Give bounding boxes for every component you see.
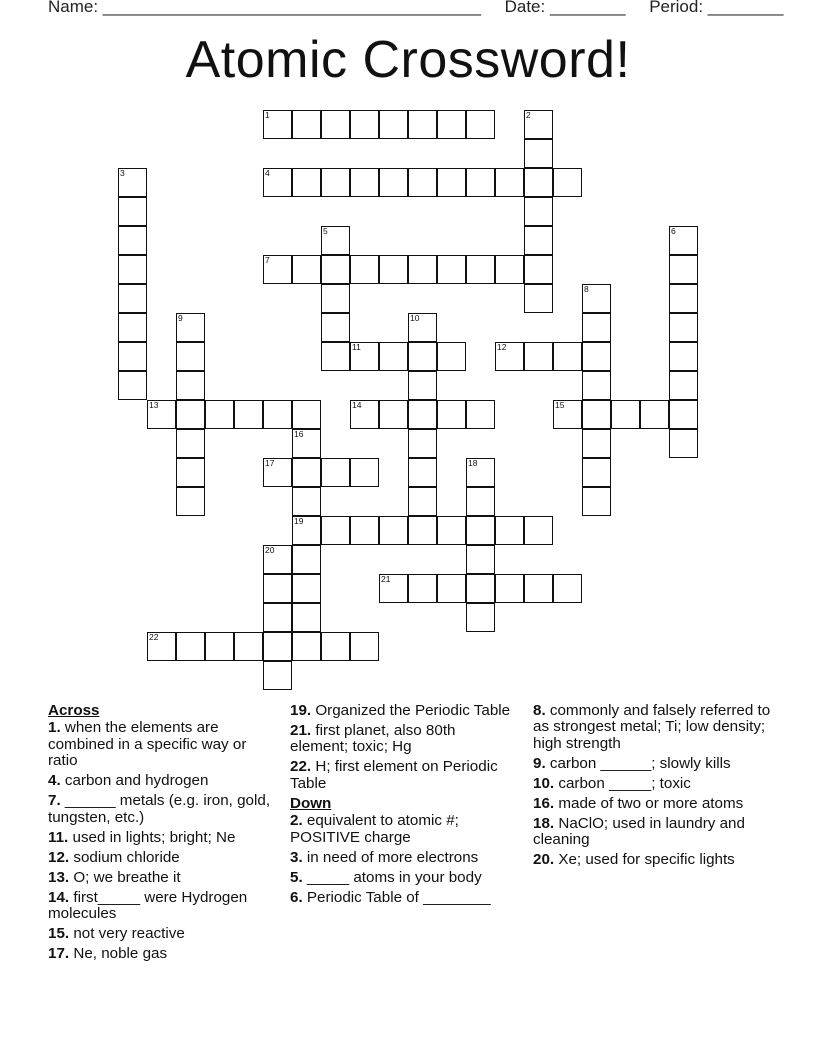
crossword-cell[interactable] <box>321 226 350 255</box>
crossword-cell[interactable] <box>669 342 698 371</box>
crossword-cell[interactable] <box>292 110 321 139</box>
crossword-cell[interactable] <box>553 342 582 371</box>
crossword-cell[interactable] <box>524 168 553 197</box>
clue-number-label: 21 <box>381 574 391 584</box>
crossword-cell[interactable] <box>263 400 292 429</box>
crossword-cell[interactable] <box>118 284 147 313</box>
clue-text: commonly and falsely referred to as strongest metal; Ti; low density; high strength <box>533 702 771 752</box>
crossword-cell[interactable] <box>263 632 292 661</box>
crossword-cell[interactable] <box>176 487 205 516</box>
crossword-cell[interactable] <box>292 574 321 603</box>
crossword-cell[interactable] <box>350 516 379 545</box>
clue-item <box>533 756 773 772</box>
clue-text: first_____ were Hydrogen molecules <box>48 888 248 923</box>
clue-item <box>533 816 773 849</box>
across-clue-list <box>48 720 278 962</box>
crossword-cell[interactable] <box>437 400 466 429</box>
crossword-cell[interactable] <box>582 429 611 458</box>
crossword-cell[interactable] <box>582 342 611 371</box>
clue-item <box>48 830 278 846</box>
crossword-cell[interactable] <box>321 168 350 197</box>
crossword-cell[interactable] <box>321 458 350 487</box>
crossword-cell[interactable] <box>553 400 582 429</box>
crossword-cell[interactable] <box>466 574 495 603</box>
crossword-cell[interactable] <box>321 632 350 661</box>
crossword-cell[interactable] <box>263 458 292 487</box>
crossword-cell[interactable] <box>147 400 176 429</box>
crossword-cell[interactable] <box>350 255 379 284</box>
clue-number: 8. <box>533 702 546 719</box>
clue-number: 6. <box>290 888 303 906</box>
clue-item <box>290 850 512 866</box>
crossword-cell[interactable] <box>582 313 611 342</box>
clue-number: 14. <box>48 888 70 906</box>
clue-number: 13. <box>48 868 70 886</box>
clue-text: carbon ______; slowly kills <box>545 754 731 772</box>
clue-item <box>48 793 278 826</box>
crossword-cell[interactable] <box>437 574 466 603</box>
crossword-cell[interactable] <box>553 574 582 603</box>
clue-text: Periodic Table of ________ <box>302 888 491 906</box>
crossword-cell[interactable] <box>176 371 205 400</box>
crossword-cell[interactable] <box>408 458 437 487</box>
crossword-cell[interactable] <box>350 342 379 371</box>
crossword-cell[interactable] <box>669 313 698 342</box>
crossword-cell[interactable] <box>176 342 205 371</box>
clue-item <box>48 926 278 942</box>
clue-number: 21. <box>290 722 312 739</box>
crossword-cell[interactable] <box>582 284 611 313</box>
crossword-cell[interactable] <box>292 516 321 545</box>
crossword-cell[interactable] <box>321 284 350 313</box>
crossword-cell[interactable] <box>466 545 495 574</box>
clue-text: carbon _____; toxic <box>554 774 691 792</box>
crossword-cell[interactable] <box>292 487 321 516</box>
crossword-cell[interactable] <box>437 110 466 139</box>
crossword-cell[interactable] <box>321 255 350 284</box>
across-clue-list-continued <box>290 703 512 792</box>
clue-number: 15. <box>48 925 70 943</box>
clue-text: Ne, noble gas <box>69 945 168 963</box>
crossword-cell[interactable] <box>263 110 292 139</box>
clue-text: ______ metals (e.g. iron, gold, tungsten, etc.) <box>48 792 271 826</box>
crossword-cell[interactable] <box>669 429 698 458</box>
clue-text: NaClO; used in laundry and cleaning <box>533 814 745 849</box>
clue-item <box>48 720 278 769</box>
crossword-cell[interactable] <box>118 168 147 197</box>
crossword-cell[interactable] <box>669 371 698 400</box>
crossword-cell[interactable] <box>263 603 292 632</box>
crossword-cell[interactable] <box>611 400 640 429</box>
crossword-cell[interactable] <box>147 632 176 661</box>
crossword-cell[interactable] <box>640 400 669 429</box>
clue-text: used in lights; bright; Ne <box>68 828 236 846</box>
crossword-cell[interactable] <box>263 545 292 574</box>
crossword-cell[interactable] <box>408 516 437 545</box>
clue-number: 1. <box>48 719 61 737</box>
crossword-cell[interactable] <box>321 313 350 342</box>
crossword-cell[interactable] <box>408 110 437 139</box>
crossword-cell[interactable] <box>524 255 553 284</box>
clue-number-label: 15 <box>555 400 565 410</box>
clue-number-label: 4 <box>265 168 270 178</box>
clue-number: 11. <box>48 828 69 846</box>
crossword-cell[interactable] <box>205 632 234 661</box>
name-date-period-line: Name: ________________________________________ Date: ________ Period: ________ <box>48 0 784 16</box>
clue-number: 16. <box>533 794 555 812</box>
crossword-cell[interactable] <box>350 458 379 487</box>
clue-number-label: 19 <box>294 516 304 526</box>
crossword-cell[interactable] <box>582 371 611 400</box>
crossword-cell[interactable] <box>437 168 466 197</box>
crossword-cell[interactable] <box>495 516 524 545</box>
across-heading: Across <box>48 702 100 719</box>
crossword-cell[interactable] <box>379 516 408 545</box>
clue-number: 7. <box>48 792 61 810</box>
clue-number-label: 13 <box>149 400 159 410</box>
clue-number-label: 1 <box>265 110 270 120</box>
clue-number: 18. <box>533 814 555 832</box>
clue-text: Xe; used for specific lights <box>554 851 735 869</box>
crossword-cell[interactable] <box>379 574 408 603</box>
puzzle-title: Atomic Crossword! <box>185 31 631 89</box>
clue-item <box>290 813 512 846</box>
crossword-cell[interactable] <box>350 168 379 197</box>
crossword-cell[interactable] <box>350 110 379 139</box>
crossword-cell[interactable] <box>524 574 553 603</box>
crossword-cell[interactable] <box>437 516 466 545</box>
crossword-cell[interactable] <box>118 313 147 342</box>
clue-number-label: 5 <box>323 226 328 236</box>
crossword-cell[interactable] <box>379 168 408 197</box>
crossword-cell[interactable] <box>524 342 553 371</box>
crossword-cell[interactable] <box>176 632 205 661</box>
crossword-cell[interactable] <box>263 255 292 284</box>
crossword-cell[interactable] <box>524 197 553 226</box>
clue-number: 9. <box>533 754 546 772</box>
clue-number: 2. <box>290 812 303 830</box>
crossword-cell[interactable] <box>408 487 437 516</box>
crossword-cell[interactable] <box>118 226 147 255</box>
clue-number-label: 16 <box>294 429 304 439</box>
clue-item <box>533 776 773 792</box>
crossword-cell[interactable] <box>524 284 553 313</box>
crossword-cell[interactable] <box>582 487 611 516</box>
crossword-cell[interactable] <box>292 545 321 574</box>
crossword-cell[interactable] <box>379 255 408 284</box>
crossword-cell[interactable] <box>292 168 321 197</box>
clue-number-label: 6 <box>671 226 676 236</box>
clue-column-2 <box>290 703 512 910</box>
clue-number-label: 18 <box>468 458 478 468</box>
clue-item <box>48 946 278 962</box>
crossword-cell[interactable] <box>466 603 495 632</box>
crossword-cell[interactable] <box>466 168 495 197</box>
clue-number: 17. <box>48 945 70 963</box>
clue-number-label: 12 <box>497 342 507 352</box>
clue-item <box>290 703 512 719</box>
crossword-cell[interactable] <box>553 168 582 197</box>
clue-number: 10. <box>533 774 555 792</box>
crossword-cell[interactable] <box>176 400 205 429</box>
clue-number-label: 2 <box>526 110 531 120</box>
crossword-cell[interactable] <box>495 342 524 371</box>
down-clue-list <box>290 813 512 906</box>
clue-item <box>290 870 512 886</box>
clue-text: carbon and hydrogen <box>60 772 209 790</box>
crossword-cell[interactable] <box>379 400 408 429</box>
crossword-cell[interactable] <box>466 516 495 545</box>
crossword-cell[interactable] <box>292 603 321 632</box>
clue-text: in need of more electrons <box>302 848 479 866</box>
crossword-cell[interactable] <box>118 371 147 400</box>
clue-item <box>290 890 512 906</box>
crossword-cell[interactable] <box>437 255 466 284</box>
crossword-cell[interactable] <box>466 400 495 429</box>
crossword-cell[interactable] <box>408 313 437 342</box>
clue-text: H; first element on Periodic Table <box>290 758 498 792</box>
clue-number: 12. <box>48 848 70 866</box>
crossword-cell[interactable] <box>321 342 350 371</box>
down-heading: Down <box>290 794 332 812</box>
clue-number: 4. <box>48 772 61 790</box>
crossword-cell[interactable] <box>524 516 553 545</box>
crossword-cell[interactable] <box>176 313 205 342</box>
crossword-cell[interactable] <box>292 458 321 487</box>
clue-text: sodium chloride <box>69 848 180 866</box>
crossword-cell[interactable] <box>379 110 408 139</box>
down-clue-list-continued <box>533 703 773 869</box>
crossword-cell[interactable] <box>669 284 698 313</box>
crossword-cell[interactable] <box>524 226 553 255</box>
crossword-cell[interactable] <box>582 458 611 487</box>
crossword-cell[interactable] <box>292 400 321 429</box>
crossword-cell[interactable] <box>466 458 495 487</box>
crossword-cell[interactable] <box>205 400 234 429</box>
crossword-cell[interactable] <box>350 632 379 661</box>
clue-column-1 <box>48 703 278 966</box>
crossword-cell[interactable] <box>495 255 524 284</box>
clue-text: _____ atoms in your body <box>302 868 482 886</box>
crossword-cell[interactable] <box>466 487 495 516</box>
crossword-cell[interactable] <box>524 139 553 168</box>
clue-number-label: 14 <box>352 400 362 410</box>
crossword-cell[interactable] <box>495 168 524 197</box>
clue-number: 22. <box>290 758 312 776</box>
clue-text: first planet, also 80th element; toxic; Hg <box>290 722 456 756</box>
crossword-cell[interactable] <box>321 110 350 139</box>
clue-text: not very reactive <box>69 925 185 943</box>
clue-number: 5. <box>290 868 303 886</box>
crossword-cell[interactable] <box>292 429 321 458</box>
crossword-cell[interactable] <box>408 342 437 371</box>
crossword-cell[interactable] <box>292 632 321 661</box>
crossword-cell[interactable] <box>408 429 437 458</box>
crossword-cell[interactable] <box>466 110 495 139</box>
clue-number-label: 9 <box>178 313 183 323</box>
crossword-cell[interactable] <box>408 400 437 429</box>
crossword-cell[interactable] <box>118 197 147 226</box>
crossword-cell[interactable] <box>669 400 698 429</box>
clue-item <box>290 723 512 756</box>
clue-number-label: 11 <box>352 342 361 352</box>
crossword-cell[interactable] <box>669 226 698 255</box>
clue-text: Organized the Periodic Table <box>311 702 511 719</box>
crossword-cell[interactable] <box>118 342 147 371</box>
clue-item <box>48 870 278 886</box>
crossword-cell[interactable] <box>292 255 321 284</box>
clue-number: 3. <box>290 848 303 866</box>
crossword-cell[interactable] <box>118 255 147 284</box>
clue-text: when the elements are combined in a specific way or ratio <box>48 719 247 770</box>
crossword-cell[interactable] <box>234 400 263 429</box>
clue-item <box>48 773 278 789</box>
clue-number-label: 22 <box>149 632 159 642</box>
crossword-cell[interactable] <box>263 661 292 690</box>
clue-item <box>533 703 773 752</box>
clue-text: equivalent to atomic #; POSITIVE charge <box>290 812 459 846</box>
crossword-cell[interactable] <box>350 400 379 429</box>
clue-number: 20. <box>533 851 555 869</box>
crossword-cell[interactable] <box>379 342 408 371</box>
crossword-cell[interactable] <box>466 255 495 284</box>
crossword-cell[interactable] <box>408 255 437 284</box>
crossword-cell[interactable] <box>524 110 553 139</box>
crossword-cell[interactable] <box>408 371 437 400</box>
crossword-cell[interactable] <box>263 168 292 197</box>
clue-number-label: 7 <box>265 255 270 265</box>
crossword-cell[interactable] <box>495 574 524 603</box>
crossword-cell[interactable] <box>176 458 205 487</box>
clue-item <box>533 852 773 868</box>
clue-text: O; we breathe it <box>69 868 181 886</box>
clue-text: made of two or more atoms <box>554 794 744 812</box>
crossword-cell[interactable] <box>582 400 611 429</box>
clue-number-label: 17 <box>265 458 275 468</box>
clue-number-label: 3 <box>120 168 125 178</box>
crossword-cell[interactable] <box>408 168 437 197</box>
crossword-cell[interactable] <box>408 574 437 603</box>
clue-item <box>290 759 512 792</box>
clue-item <box>48 890 278 923</box>
clue-number: 19. <box>290 702 312 719</box>
crossword-cell[interactable] <box>669 255 698 284</box>
crossword-cell[interactable] <box>234 632 263 661</box>
clue-number-label: 8 <box>584 284 589 294</box>
crossword-cell[interactable] <box>176 429 205 458</box>
crossword-cell[interactable] <box>437 342 466 371</box>
crossword-cell[interactable] <box>263 574 292 603</box>
clue-number-label: 10 <box>410 313 420 323</box>
clue-item <box>48 850 278 866</box>
clue-number-label: 20 <box>265 545 275 555</box>
crossword-cell[interactable] <box>321 516 350 545</box>
clue-column-3 <box>533 703 773 872</box>
clue-item <box>533 796 773 812</box>
